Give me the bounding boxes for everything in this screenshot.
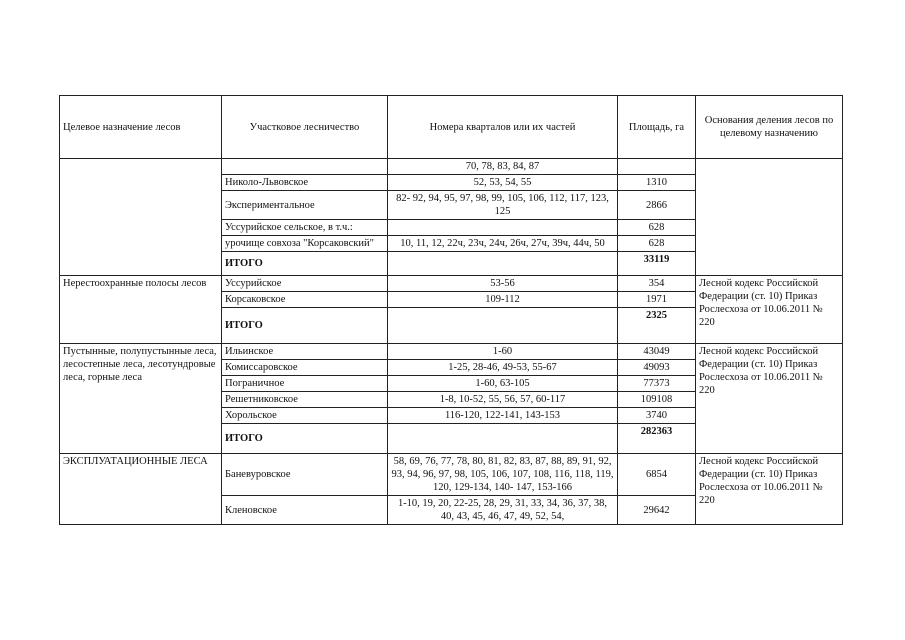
purpose-cell: Нерестоохранные полосы лесов — [60, 276, 222, 344]
forest-purpose-table — [59, 95, 843, 525]
quarters-cell: 70, 78, 83, 84, 87 — [388, 159, 618, 175]
area-cell — [618, 159, 696, 175]
header-area: Площадь, га — [618, 96, 696, 159]
quarters-cell: 53-56 — [388, 276, 618, 292]
purpose-cell-empty — [60, 159, 222, 276]
district-cell: Пограничное — [222, 376, 388, 392]
quarters-cell: 1-25, 28-46, 49-53, 55-67 — [388, 360, 618, 376]
quarters-cell-empty — [388, 308, 618, 344]
quarters-cell: 52, 53, 54, 55 — [388, 175, 618, 191]
quarters-cell-empty — [388, 252, 618, 276]
quarters-cell: 1-60 — [388, 344, 618, 360]
district-cell: Николо-Львовское — [222, 175, 388, 191]
area-cell: 29642 — [618, 496, 696, 525]
area-cell: 2866 — [618, 191, 696, 220]
district-cell: Уссурийское сельское, в т.ч.: — [222, 220, 388, 236]
quarters-cell: 1-60, 63-105 — [388, 376, 618, 392]
header-purpose: Целевое назначение лесов — [60, 96, 222, 159]
area-cell: 354 — [618, 276, 696, 292]
area-cell: 1971 — [618, 292, 696, 308]
total-label: ИТОГО — [222, 252, 388, 276]
quarters-cell: 1-8, 10-52, 55, 56, 57, 60-117 — [388, 392, 618, 408]
table-row — [60, 276, 843, 292]
header-quarters: Номера кварталов или их частей — [388, 96, 618, 159]
district-cell: Решетниковское — [222, 392, 388, 408]
district-cell: Ильинское — [222, 344, 388, 360]
district-cell: урочище совхоза "Корсаковский" — [222, 236, 388, 252]
quarters-cell — [388, 220, 618, 236]
district-cell: Уссурийское — [222, 276, 388, 292]
basis-cell-empty — [696, 159, 843, 276]
quarters-cell: 116-120, 122-141, 143-153 — [388, 408, 618, 424]
area-cell: 6854 — [618, 454, 696, 496]
area-cell: 1310 — [618, 175, 696, 191]
area-cell: 77373 — [618, 376, 696, 392]
quarters-cell-empty — [388, 424, 618, 454]
area-cell: 49093 — [618, 360, 696, 376]
district-cell: Экспериментальное — [222, 191, 388, 220]
area-cell: 628 — [618, 236, 696, 252]
total-area: 2325 — [618, 308, 696, 344]
district-cell: Комиссаровское — [222, 360, 388, 376]
table-header-row — [60, 96, 843, 159]
total-label: ИТОГО — [222, 424, 388, 454]
basis-cell: Лесной кодекс Российской Федерации (ст. 10) Приказ Рослесхоза от 10.06.2011 № 220 — [696, 276, 843, 344]
quarters-cell: 109-112 — [388, 292, 618, 308]
quarters-cell: 1-10, 19, 20, 22-25, 28, 29, 31, 33, 34, 36, 37, 38, 40, 43, 45, 46, 47, 49, 52, 54, — [388, 496, 618, 525]
table-row — [60, 344, 843, 360]
quarters-cell: 10, 11, 12, 22ч, 23ч, 24ч, 26ч, 27ч, 39ч, 44ч, 50 — [388, 236, 618, 252]
total-area: 33119 — [618, 252, 696, 276]
quarters-cell: 82- 92, 94, 95, 97, 98, 99, 105, 106, 112, 117, 123, 125 — [388, 191, 618, 220]
total-label: ИТОГО — [222, 308, 388, 344]
header-district: Участковое лесничество — [222, 96, 388, 159]
purpose-cell: ЭКСПЛУАТАЦИОННЫЕ ЛЕСА — [60, 454, 222, 525]
table-row — [60, 454, 843, 496]
area-cell: 3740 — [618, 408, 696, 424]
area-cell: 109108 — [618, 392, 696, 408]
district-cell: Хорольское — [222, 408, 388, 424]
basis-cell: Лесной кодекс Российской Федерации (ст. 10) Приказ Рослесхоза от 10.06.2011 № 220 — [696, 344, 843, 454]
area-cell: 628 — [618, 220, 696, 236]
district-cell: Кленовское — [222, 496, 388, 525]
area-cell: 43049 — [618, 344, 696, 360]
quarters-cell: 58, 69, 76, 77, 78, 80, 81, 82, 83, 87, 88, 89, 91, 92, 93, 94, 96, 97, 98, 105, 106, 107, 108, 116, 118, 119, 120, 129-134, 140- 147, 153-166 — [388, 454, 618, 496]
district-cell: Баневуровское — [222, 454, 388, 496]
table-row — [60, 159, 843, 175]
district-cell: Корсаковское — [222, 292, 388, 308]
district-cell — [222, 159, 388, 175]
basis-cell: Лесной кодекс Российской Федерации (ст. 10) Приказ Рослесхоза от 10.06.2011 № 220 — [696, 454, 843, 525]
total-area: 282363 — [618, 424, 696, 454]
purpose-cell: Пустынные, полупустынные леса, лесостепные леса, лесотундровые леса, горные леса — [60, 344, 222, 454]
header-basis: Основания деления лесов по целевому назначению — [696, 96, 843, 159]
